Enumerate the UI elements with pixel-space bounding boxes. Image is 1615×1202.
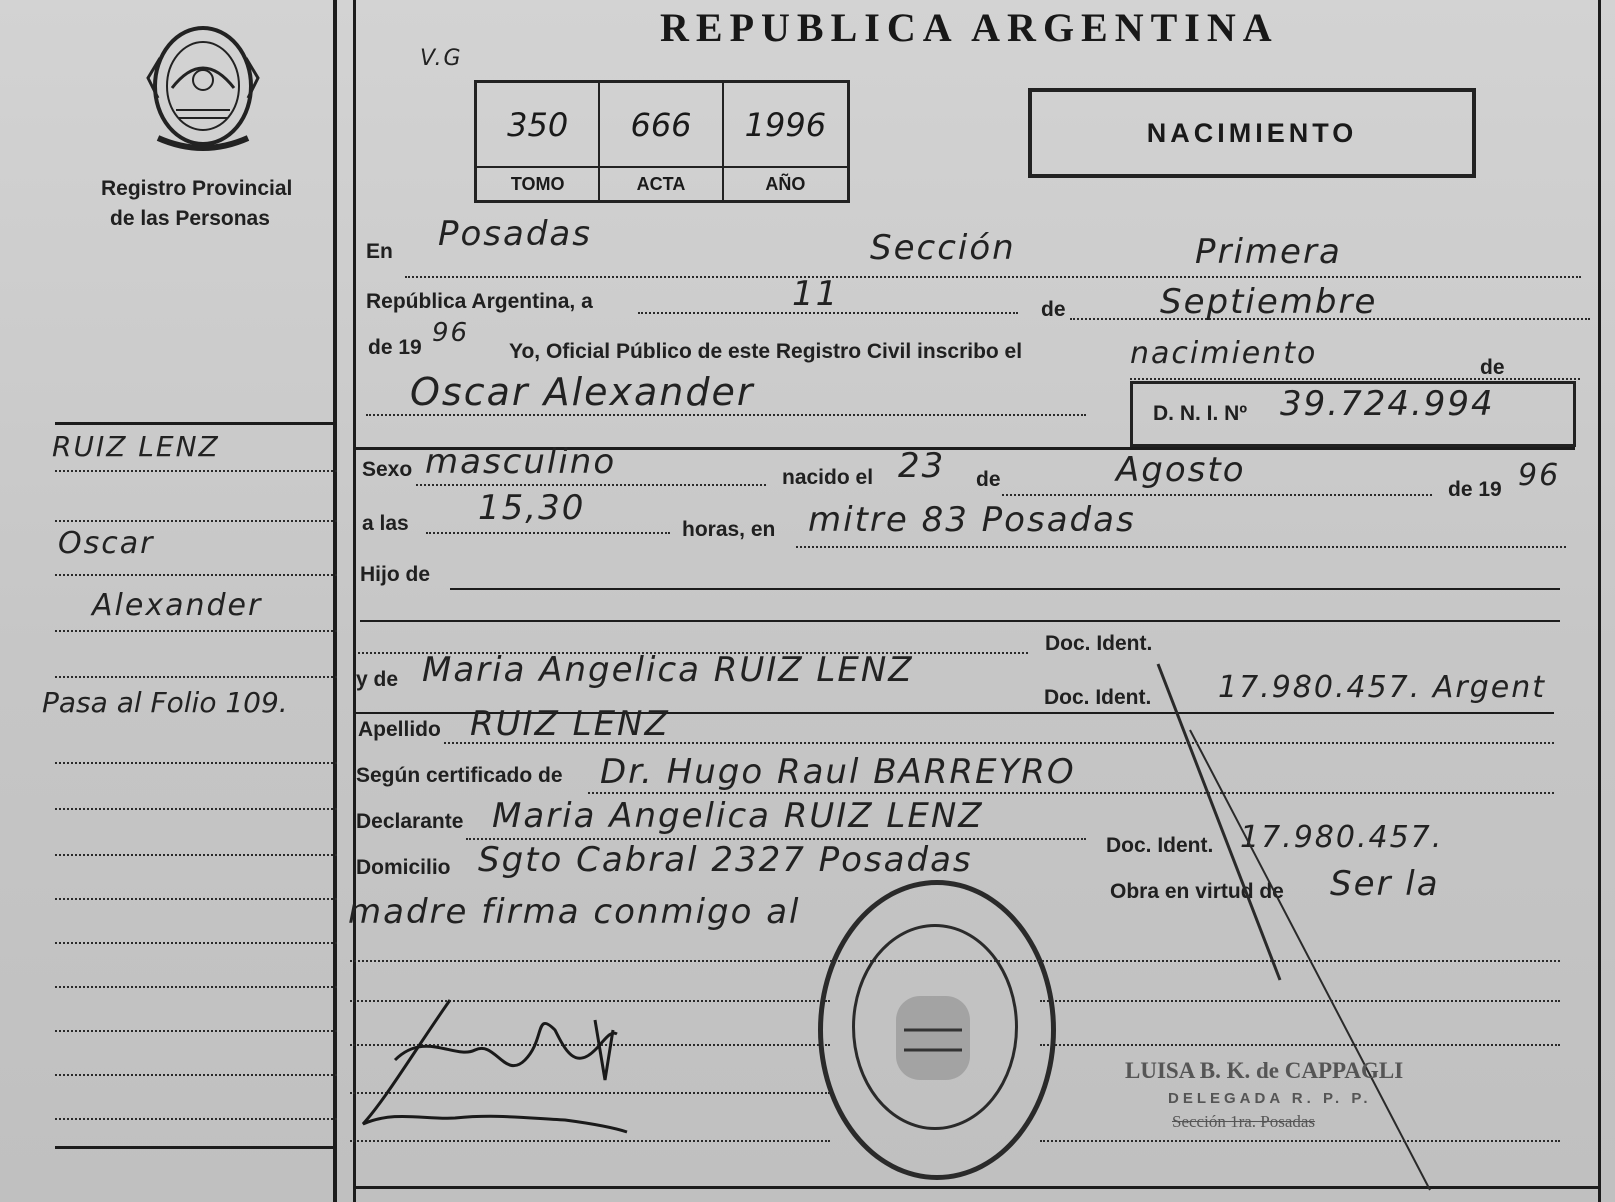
official-title: DELEGADA R. P. P. xyxy=(1168,1090,1372,1107)
tomo-label: TOMO xyxy=(477,166,600,200)
margin-rule-11 xyxy=(55,986,337,988)
hw-day: 11 xyxy=(792,274,840,314)
hw-mother: Maria Angelica RUIZ LENZ xyxy=(422,650,914,690)
tomo-value: 350 xyxy=(477,83,600,166)
margin-rule-12 xyxy=(55,1030,337,1032)
label-republica: República Argentina, a xyxy=(366,290,593,313)
hw-act: nacimiento xyxy=(1130,336,1318,371)
margin-surname: RUIZ LENZ xyxy=(52,430,220,463)
label-nacido: nacido el xyxy=(782,466,874,489)
margin-rule-10 xyxy=(55,942,337,944)
line-lugar xyxy=(796,546,1566,548)
hw-certificado: Dr. Hugo Raul BARREYRO xyxy=(600,752,1076,792)
hw-obra-cont: madre firma conmigo al xyxy=(348,892,801,932)
line-given-name xyxy=(366,414,1086,416)
hw-birth-year: 96 xyxy=(1518,458,1561,493)
label-doc-ident-3: Doc. Ident. xyxy=(1106,834,1214,857)
margin-name1: Oscar xyxy=(58,526,155,561)
registry-name-line2: de las Personas xyxy=(110,207,270,230)
ano-label: AÑO xyxy=(724,166,847,200)
hw-given-name: Oscar Alexander xyxy=(410,370,755,414)
hw-sexo: masculino xyxy=(425,442,617,482)
hw-lugar: mitre 83 Posadas xyxy=(808,500,1136,540)
margin-rule-7 xyxy=(55,808,337,810)
label-yo-oficial: Yo, Oficial Público de este Registro Civil inscribo el xyxy=(509,340,1023,363)
line-birth-month xyxy=(1002,494,1432,496)
hw-apellido: RUIZ LENZ xyxy=(470,704,670,744)
hw-birth-day: 23 xyxy=(898,446,946,486)
line-en xyxy=(405,276,1581,278)
page-title: REPUBLICA ARGENTINA xyxy=(660,5,1279,50)
margin-bottom-rule xyxy=(55,1146,337,1149)
hw-seccion: Sección xyxy=(870,228,1016,268)
official-name: LUISA B. K. de CAPPAGLI xyxy=(1125,1058,1404,1083)
hw-domicilio: Sgto Cabral 2327 Posadas xyxy=(478,840,973,880)
label-apellido: Apellido xyxy=(358,718,441,741)
hw-city: Posadas xyxy=(438,214,592,254)
label-a-las: a las xyxy=(362,512,409,535)
label-obra: Obra en virtud de xyxy=(1110,880,1284,903)
label-de-right: de xyxy=(1480,356,1505,379)
hw-dni: 39.724.994 xyxy=(1280,384,1495,424)
margin-rule-1 xyxy=(55,470,337,472)
act-type-box: NACIMIENTO xyxy=(1028,88,1476,178)
hw-declarante: Maria Angelica RUIZ LENZ xyxy=(492,796,984,836)
stamp-emblem xyxy=(890,990,976,1086)
label-dni: D. N. I. Nº xyxy=(1153,402,1248,425)
margin-rule-14 xyxy=(55,1118,337,1120)
margin-rule-5 xyxy=(55,676,337,678)
margin-rule-13 xyxy=(55,1074,337,1076)
hw-obra: Ser la xyxy=(1330,864,1440,904)
label-segun: Según certificado de xyxy=(356,764,563,787)
ano-value: 1996 xyxy=(744,105,827,144)
rule-right-5 xyxy=(350,1140,830,1142)
label-de19: de 19 xyxy=(368,336,422,359)
margin-folio-note: Pasa al Folio 109. xyxy=(42,686,288,719)
left-column-divider xyxy=(333,0,337,1202)
official-signature xyxy=(355,990,635,1140)
label-doc-ident-1: Doc. Ident. xyxy=(1045,632,1153,655)
provincial-seal-emblem xyxy=(138,18,268,158)
margin-rule-3 xyxy=(55,574,337,576)
label-de19-right: de 19 xyxy=(1448,478,1502,501)
line-act xyxy=(1130,378,1580,380)
hw-hora: 15,30 xyxy=(478,488,586,528)
margin-name2: Alexander xyxy=(92,588,263,623)
official-section: Sección 1ra. Posadas xyxy=(1172,1112,1316,1131)
label-en: En xyxy=(366,240,393,263)
margin-rule-2 xyxy=(55,520,337,522)
corner-note: V.G xyxy=(420,46,463,71)
line-sexo xyxy=(416,484,766,486)
label-horas: horas, en xyxy=(682,518,776,541)
label-hijo: Hijo de xyxy=(360,563,431,586)
hw-month: Septiembre xyxy=(1160,282,1378,322)
margin-rule-4 xyxy=(55,630,337,632)
label-de: de xyxy=(1041,298,1066,321)
acta-value: 666 xyxy=(600,83,723,166)
label-y-de: y de xyxy=(356,668,399,691)
line-hijo-2 xyxy=(360,620,1560,622)
acta-label: ACTA xyxy=(600,166,723,200)
label-de-mid: de xyxy=(976,468,1001,491)
label-declarante: Declarante xyxy=(356,810,464,833)
hw-mother-doc: 17.980.457. Argent xyxy=(1218,670,1546,705)
hw-declarante-doc: 17.980.457. xyxy=(1240,820,1444,855)
margin-rule-8 xyxy=(55,854,337,856)
hw-birth-month: Agosto xyxy=(1116,450,1246,490)
line-hora xyxy=(426,532,670,534)
hw-primera: Primera xyxy=(1195,232,1342,272)
registry-name-line1: Registro Provincial xyxy=(101,177,293,200)
right-edge-border xyxy=(1598,0,1601,1202)
margin-rule-9 xyxy=(55,898,337,900)
label-doc-ident-2: Doc. Ident. xyxy=(1044,686,1152,709)
label-sexo: Sexo xyxy=(362,458,413,481)
hw-year: 96 xyxy=(432,318,470,348)
record-table xyxy=(474,80,850,203)
line-hijo-1 xyxy=(450,588,1560,590)
margin-top-rule xyxy=(55,422,337,425)
margin-rule-6 xyxy=(55,762,337,764)
label-domicilio: Domicilio xyxy=(356,856,451,879)
